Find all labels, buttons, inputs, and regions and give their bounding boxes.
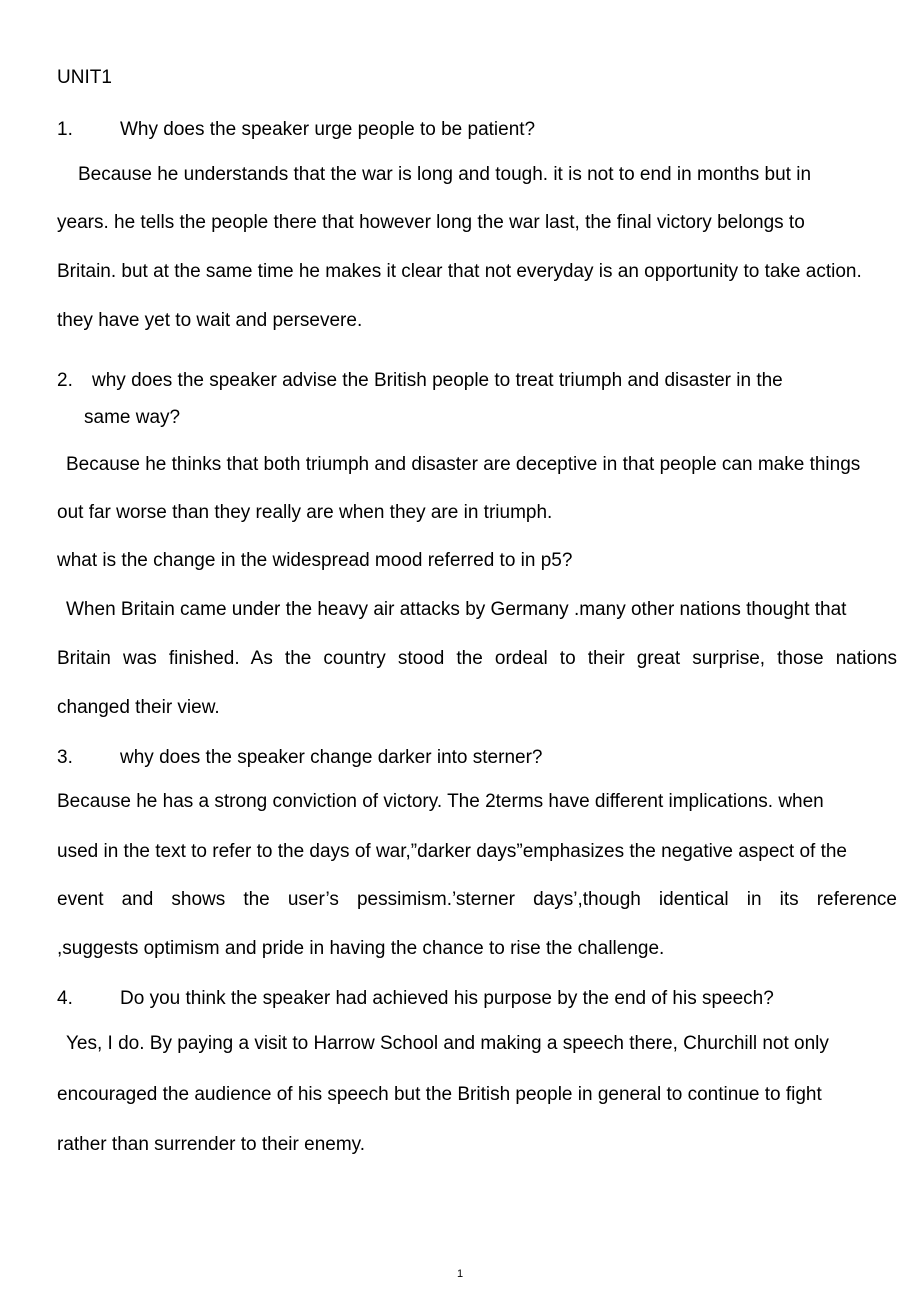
- answer-4-line-3: rather than surrender to their enemy.: [57, 1134, 366, 1155]
- question-4-text: Do you think the speaker had achieved his purpose by the end of his speech?: [120, 988, 774, 1009]
- answer-p5-line-3: changed their view.: [57, 697, 220, 718]
- question-2-text-line-2: same way?: [84, 407, 181, 428]
- answer-p5-line-1: When Britain came under the heavy air attacks by Germany .many other nations thought that: [66, 599, 847, 620]
- question-4-number: 4.: [57, 988, 73, 1009]
- answer-1-line-2: years. he tells the people there that however long the war last, the final victory belongs to: [57, 212, 805, 233]
- question-p5: what is the change in the widespread mood referred to in p5?: [57, 550, 573, 571]
- answer-1-line-4: they have yet to wait and persevere.: [57, 310, 363, 331]
- answer-1-line-1: Because he understands that the war is long and tough. it is not to end in months but in: [78, 164, 812, 185]
- answer-2-line-1: Because he thinks that both triumph and disaster are deceptive in that people can make things: [66, 454, 861, 475]
- answer-2-line-2: out far worse than they really are when they are in triumph.: [57, 502, 553, 523]
- question-2-text-line-1: why does the speaker advise the British people to treat triumph and disaster in the: [92, 370, 783, 391]
- question-1-text: Why does the speaker urge people to be patient?: [120, 119, 536, 140]
- question-3-number: 3.: [57, 747, 73, 768]
- question-1: [57, 118, 535, 142]
- answer-1-line-3: Britain. but at the same time he makes it clear that not everyday is an opportunity to take action.: [57, 261, 862, 282]
- question-1-number: 1.: [57, 119, 73, 140]
- question-3-text: why does the speaker change darker into sterner?: [120, 747, 543, 768]
- answer-3-line-3: event and shows the user’s pessimism.’sterner days’,though identical in its reference: [57, 889, 897, 910]
- answer-3-line-4: ,suggests optimism and pride in having the chance to rise the challenge.: [57, 938, 665, 959]
- question-3: [57, 746, 542, 770]
- question-4: [57, 987, 774, 1011]
- page-number: 1: [456, 1268, 464, 1280]
- answer-4-line-1: Yes, I do. By paying a visit to Harrow School and making a speech there, Churchill not only: [66, 1033, 829, 1054]
- answer-3-line-1: Because he has a strong conviction of victory. The 2terms have different implications. when: [57, 791, 824, 812]
- unit-heading: UNIT1: [57, 67, 112, 88]
- answer-3-line-2: used in the text to refer to the days of war,”darker days”emphasizes the negative aspect of the: [57, 841, 847, 862]
- answer-4-line-2: encouraged the audience of his speech but the British people in general to continue to fight: [57, 1084, 822, 1105]
- answer-p5-line-2: Britain was finished. As the country stood the ordeal to their great surprise, those nations: [57, 648, 897, 669]
- question-2-number: 2.: [57, 370, 73, 391]
- question-2: [57, 369, 783, 393]
